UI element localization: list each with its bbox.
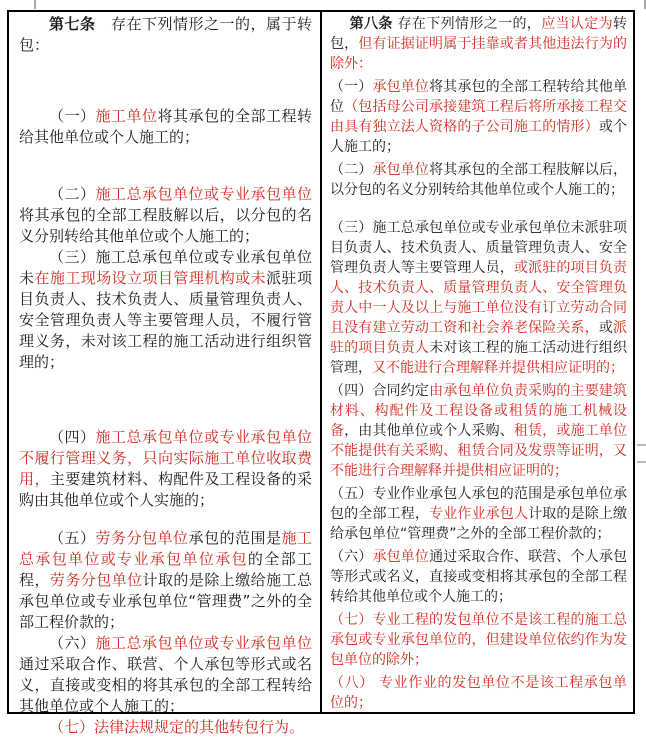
text-run: 承包单位 xyxy=(372,79,430,95)
text-run: 转包， xyxy=(330,16,628,52)
text-run: 在施工现场设立项目管理机构或未 xyxy=(34,269,267,287)
text-run: 承包的范围是 xyxy=(188,529,282,547)
article-8-paragraph-3 xyxy=(330,218,627,378)
article-7-paragraph-2 xyxy=(19,184,312,247)
text-run: 或 xyxy=(598,320,614,336)
text-run: 第七条 xyxy=(49,15,96,33)
text-run: （七）法律法规规定的其他转包行为。 xyxy=(49,718,305,736)
ruler-tick-left xyxy=(34,0,36,9)
text-run: 由承包单位负责采购的主要建筑材料、构配件及工程设备或租赁的施工机械设备 xyxy=(330,383,628,439)
text-run: 承包单位 xyxy=(372,549,430,565)
article-8-paragraph-5 xyxy=(330,484,627,544)
text-run: 派驻的项目负责人 xyxy=(330,320,628,356)
text-run: 第八条 xyxy=(349,16,393,32)
text-run: 将其承包的全部工程转给其他单位 xyxy=(330,79,628,115)
text-run: 将其承包的全部工程肢解以后，以分包的名义分别转给其他单位或个人施工的； xyxy=(330,162,628,198)
article-7-paragraph-0 xyxy=(19,14,312,56)
text-run: 但有证据证明属于挂靠或者其他违法行为的除外： xyxy=(330,36,628,72)
text-run: 又不能进行合理解释并提供相应证明的； xyxy=(372,360,624,376)
article-7-paragraph-1 xyxy=(19,106,312,148)
margin-mark-bottom xyxy=(637,461,646,463)
text-run: 施工总承包单位或专业承包单位 xyxy=(95,185,312,203)
text-run: 计取的是除上缴给承包单位“管理费”之外的全部工程价款的； xyxy=(330,506,628,542)
margin-mark-top xyxy=(637,444,646,446)
text-run: （八） 专业作业的发包单位不是该工程承包单位的； xyxy=(330,675,627,711)
text-run: （五）专业作业承包人承包的范围是承包单位承包的全部工程， xyxy=(330,486,627,522)
article-8-paragraph-0 xyxy=(330,14,627,74)
article-7-paragraph-3 xyxy=(19,247,312,373)
article-8-cell xyxy=(322,12,633,712)
text-run: （四）合同约定 xyxy=(330,383,430,399)
article-8-paragraph-1 xyxy=(330,77,627,157)
article-8-paragraph-6 xyxy=(330,547,627,607)
text-run: 主要建筑材料、构配件及工程设备的采购由其他单位或个人实施的； xyxy=(19,470,312,509)
text-run: 通过采取合作、联营、个人承包等形式或名义，直接或变相的将其承包的全部工程转给其他单位或个人施工的； xyxy=(19,655,312,715)
text-run: （一） xyxy=(49,107,96,125)
text-run: 承包单位 xyxy=(372,162,430,178)
text-run: 或个人施工的； xyxy=(330,119,628,155)
text-run: 施工总承包单位或专业承包单位承包 xyxy=(19,529,312,568)
text-run: 通过采取合作、联营、个人承包等形式或名义，直接或变相将其承包的全部工程转给其他单位或个人施工的； xyxy=(330,549,628,605)
text-run: （四） xyxy=(49,428,96,446)
text-run: 施工单位 xyxy=(95,107,158,125)
article-7-cell xyxy=(9,12,322,736)
article-7-paragraph-7 xyxy=(19,717,312,738)
text-run: 存在下列情形之一的， xyxy=(392,16,542,32)
text-run: （一） xyxy=(330,79,373,95)
article-8-paragraph-7 xyxy=(330,610,627,670)
article-7-paragraph-6 xyxy=(19,633,312,717)
text-run: （二） xyxy=(330,162,373,178)
text-run: 将其承包的全部工程肢解以后，以分包的名义分别转给其他单位或个人施工的； xyxy=(19,206,312,245)
text-run: 计取的是除上缴给施工总承包单位或专业承包单位“管理费”之外的全部工程价款的； xyxy=(19,571,312,631)
text-run: 存在下列情形之一的，属于转包： xyxy=(19,15,312,54)
text-run: 派驻项目负责人、技术负责人、质量管理负责人、安全管理负责人等主要管理人员，不履行管理义务，未对该工程的施工活动进行组织管理的； xyxy=(19,269,312,371)
text-run: 租赁，或施工单位不能提供有关采购、租赁合同及发票等证明，又不能进行合理解释并提供相应证明的； xyxy=(330,423,628,479)
text-run: 应当认定为 xyxy=(541,16,614,32)
article-8-paragraph-2 xyxy=(330,160,627,200)
text-run: 施工总承包单位或专业承包单位不履行管理义务，只向实际施工单位收取费用， xyxy=(19,428,312,488)
text-run: （包括母公司承接建筑工程后将所承接工程交由具有独立法人资格的子公司施工的情形） xyxy=(330,99,628,135)
text-run: （六） xyxy=(49,634,96,652)
text-run: ，由其他单位或个人采购、 xyxy=(344,423,514,439)
article-8-paragraph-4 xyxy=(330,381,627,481)
text-run: 的全部工程， xyxy=(19,550,312,589)
articles-comparison-table xyxy=(7,10,635,736)
text-run: （三）施工总承包单位或专业承包单位未派驻项目负责人、技术负责人、质量管理负责人、安全管理负责人等主要管理人员， xyxy=(330,220,627,276)
article-7-paragraph-4 xyxy=(19,427,312,511)
text-run: 施工总承包单位或专业承包单位 xyxy=(95,634,312,652)
text-run: 劳务分包单位 xyxy=(95,529,189,547)
text-run: （七）专业工程的发包单位不是该工程的施工总承包或专业承包单位的，但建设单位依约作为发包单位的除外； xyxy=(330,612,627,668)
text-run: 劳务分包单位 xyxy=(49,571,143,589)
text-run: （六） xyxy=(330,549,373,565)
text-run: 将其承包的全部工程转给其他单位或个人施工的； xyxy=(19,107,312,146)
text-run: 专业作业承包人 xyxy=(429,506,529,522)
text-run: 或派驻的项目负责人、技术负责人、质量管理负责人、安全管理负责人中一人及以上与施工单位没有订立劳动合同且没有建立劳动工资和社会养老保险关系， xyxy=(330,260,628,336)
text-run: （三）施工总承包单位或专业承包单位未 xyxy=(19,248,312,287)
text-run: （五） xyxy=(49,529,96,547)
article-7-paragraph-5 xyxy=(19,528,312,633)
article-8-paragraph-8 xyxy=(330,673,627,713)
text-run: （二） xyxy=(49,185,96,203)
text-run: 未对该工程的施工活动进行组织管理， xyxy=(330,340,628,376)
